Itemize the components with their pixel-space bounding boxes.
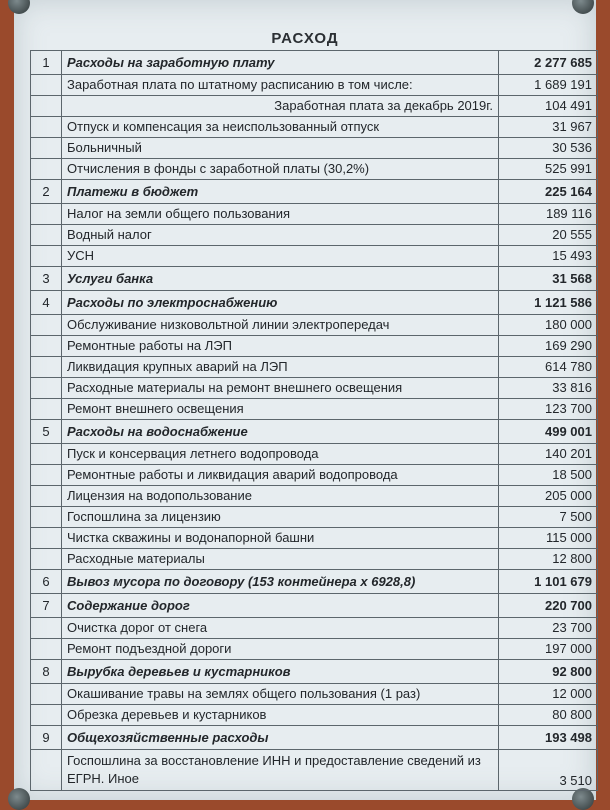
table-row bbox=[31, 486, 598, 507]
row-description: Обслуживание низковольтной линии электропередач bbox=[62, 315, 499, 336]
row-amount: 31 967 bbox=[499, 117, 598, 138]
table-row-group bbox=[31, 660, 598, 684]
table-row-group bbox=[31, 570, 598, 594]
pin-icon bbox=[572, 788, 594, 810]
row-number: 7 bbox=[31, 594, 62, 618]
row-amount: 7 500 bbox=[499, 507, 598, 528]
pin-icon bbox=[8, 0, 30, 14]
row-amount: 140 201 bbox=[499, 444, 598, 465]
row-number: 6 bbox=[31, 570, 62, 594]
row-description: УСН bbox=[62, 246, 499, 267]
row-number bbox=[31, 138, 62, 159]
row-number bbox=[31, 507, 62, 528]
row-number bbox=[31, 705, 62, 726]
table-row bbox=[31, 204, 598, 225]
row-amount: 180 000 bbox=[499, 315, 598, 336]
table-row bbox=[31, 750, 598, 791]
row-number: 8 bbox=[31, 660, 62, 684]
row-amount: 614 780 bbox=[499, 357, 598, 378]
row-number bbox=[31, 528, 62, 549]
row-description: Общехозяйственные расходы bbox=[62, 726, 499, 750]
table-row bbox=[31, 246, 598, 267]
row-number bbox=[31, 336, 62, 357]
row-number bbox=[31, 75, 62, 96]
row-number bbox=[31, 444, 62, 465]
row-description: Расходы на водоснабжение bbox=[62, 420, 499, 444]
row-amount: 220 700 bbox=[499, 594, 598, 618]
row-description: Ремонт подъездной дороги bbox=[62, 639, 499, 660]
row-description: Платежи в бюджет bbox=[62, 180, 499, 204]
row-description: Вырубка деревьев и кустарников bbox=[62, 660, 499, 684]
row-description: Ликвидация крупных аварий на ЛЭП bbox=[62, 357, 499, 378]
pin-icon bbox=[8, 788, 30, 810]
row-description: Расходы по электроснабжению bbox=[62, 291, 499, 315]
row-number bbox=[31, 399, 62, 420]
row-description: Ремонтные работы на ЛЭП bbox=[62, 336, 499, 357]
row-description: Больничный bbox=[62, 138, 499, 159]
table-row bbox=[31, 315, 598, 336]
row-number bbox=[31, 465, 62, 486]
row-description: Госпошлина за восстановление ИНН и предоставление сведений из ЕГРН. Иное bbox=[62, 750, 499, 791]
table-row bbox=[31, 138, 598, 159]
row-description: Пуск и консервация летнего водопровода bbox=[62, 444, 499, 465]
row-number: 9 bbox=[31, 726, 62, 750]
row-amount: 80 800 bbox=[499, 705, 598, 726]
table-row bbox=[31, 399, 598, 420]
table-row bbox=[31, 357, 598, 378]
table-row bbox=[31, 336, 598, 357]
row-number: 5 bbox=[31, 420, 62, 444]
table-row-group bbox=[31, 594, 598, 618]
row-amount: 525 991 bbox=[499, 159, 598, 180]
row-amount: 33 816 bbox=[499, 378, 598, 399]
table-row bbox=[31, 96, 598, 117]
row-number bbox=[31, 639, 62, 660]
row-number bbox=[31, 378, 62, 399]
row-amount: 18 500 bbox=[499, 465, 598, 486]
row-amount: 169 290 bbox=[499, 336, 598, 357]
row-amount: 92 800 bbox=[499, 660, 598, 684]
row-description: Лицензия на водопользование bbox=[62, 486, 499, 507]
row-description: Обрезка деревьев и кустарников bbox=[62, 705, 499, 726]
table-row-group bbox=[31, 420, 598, 444]
row-number bbox=[31, 96, 62, 117]
table-row bbox=[31, 465, 598, 486]
row-amount: 189 116 bbox=[499, 204, 598, 225]
row-amount: 225 164 bbox=[499, 180, 598, 204]
row-amount: 12 000 bbox=[499, 684, 598, 705]
row-amount: 12 800 bbox=[499, 549, 598, 570]
row-description: Отчисления в фонды с заработной платы (30,2%) bbox=[62, 159, 499, 180]
row-amount: 499 001 bbox=[499, 420, 598, 444]
expense-table bbox=[30, 50, 598, 791]
row-number: 1 bbox=[31, 51, 62, 75]
table-row bbox=[31, 639, 598, 660]
table-row bbox=[31, 618, 598, 639]
row-description: Чистка скважины и водонапорной башни bbox=[62, 528, 499, 549]
row-amount: 205 000 bbox=[499, 486, 598, 507]
expense-table-body bbox=[31, 51, 598, 791]
row-amount: 1 689 191 bbox=[499, 75, 598, 96]
page-title: РАСХОД bbox=[271, 30, 339, 47]
notice-sheet bbox=[14, 0, 596, 800]
row-number bbox=[31, 204, 62, 225]
row-description: Ремонт внешнего освещения bbox=[62, 399, 499, 420]
row-number bbox=[31, 246, 62, 267]
row-description: Заработная плата за декабрь 2019г. bbox=[62, 96, 499, 117]
pin-icon bbox=[572, 0, 594, 14]
row-number bbox=[31, 315, 62, 336]
row-number bbox=[31, 159, 62, 180]
row-description: Расходы на заработную плату bbox=[62, 51, 499, 75]
row-amount: 123 700 bbox=[499, 399, 598, 420]
row-description: Услуги банка bbox=[62, 267, 499, 291]
row-amount: 104 491 bbox=[499, 96, 598, 117]
row-amount: 193 498 bbox=[499, 726, 598, 750]
row-number bbox=[31, 225, 62, 246]
row-amount: 23 700 bbox=[499, 618, 598, 639]
table-row bbox=[31, 684, 598, 705]
table-row bbox=[31, 159, 598, 180]
row-number bbox=[31, 486, 62, 507]
table-row bbox=[31, 444, 598, 465]
table-row bbox=[31, 378, 598, 399]
row-amount: 15 493 bbox=[499, 246, 598, 267]
row-amount: 20 555 bbox=[499, 225, 598, 246]
row-amount: 1 101 679 bbox=[499, 570, 598, 594]
row-number bbox=[31, 684, 62, 705]
table-row-group bbox=[31, 726, 598, 750]
table-row bbox=[31, 549, 598, 570]
row-amount: 115 000 bbox=[499, 528, 598, 549]
table-row-group bbox=[31, 180, 598, 204]
row-amount: 1 121 586 bbox=[499, 291, 598, 315]
table-row-group bbox=[31, 267, 598, 291]
row-number bbox=[31, 357, 62, 378]
table-row-group bbox=[31, 291, 598, 315]
row-number: 2 bbox=[31, 180, 62, 204]
table-row bbox=[31, 528, 598, 549]
row-description: Заработная плата по штатному расписанию в том числе: bbox=[62, 75, 499, 96]
row-description: Ремонтные работы и ликвидация аварий водопровода bbox=[62, 465, 499, 486]
row-description: Отпуск и компенсация за неиспользованный отпуск bbox=[62, 117, 499, 138]
row-description: Вывоз мусора по договору (153 контейнера х 6928,8) bbox=[62, 570, 499, 594]
table-row bbox=[31, 117, 598, 138]
row-description: Госпошлина за лицензию bbox=[62, 507, 499, 528]
row-number: 4 bbox=[31, 291, 62, 315]
row-description: Налог на земли общего пользования bbox=[62, 204, 499, 225]
row-amount: 197 000 bbox=[499, 639, 598, 660]
table-row-group bbox=[31, 51, 598, 75]
row-number bbox=[31, 750, 62, 791]
table-row bbox=[31, 705, 598, 726]
row-number bbox=[31, 618, 62, 639]
row-description: Водный налог bbox=[62, 225, 499, 246]
row-amount: 30 536 bbox=[499, 138, 598, 159]
row-number bbox=[31, 117, 62, 138]
row-description: Содержание дорог bbox=[62, 594, 499, 618]
table-row bbox=[31, 225, 598, 246]
row-number bbox=[31, 549, 62, 570]
row-description: Расходные материалы на ремонт внешнего освещения bbox=[62, 378, 499, 399]
row-amount: 2 277 685 bbox=[499, 51, 598, 75]
row-description: Расходные материалы bbox=[62, 549, 499, 570]
row-number: 3 bbox=[31, 267, 62, 291]
row-description: Очистка дорог от снега bbox=[62, 618, 499, 639]
row-description: Окашивание травы на землях общего пользования (1 раз) bbox=[62, 684, 499, 705]
row-amount: 31 568 bbox=[499, 267, 598, 291]
table-row bbox=[31, 75, 598, 96]
row-amount: 3 510 bbox=[499, 750, 598, 791]
table-row bbox=[31, 507, 598, 528]
